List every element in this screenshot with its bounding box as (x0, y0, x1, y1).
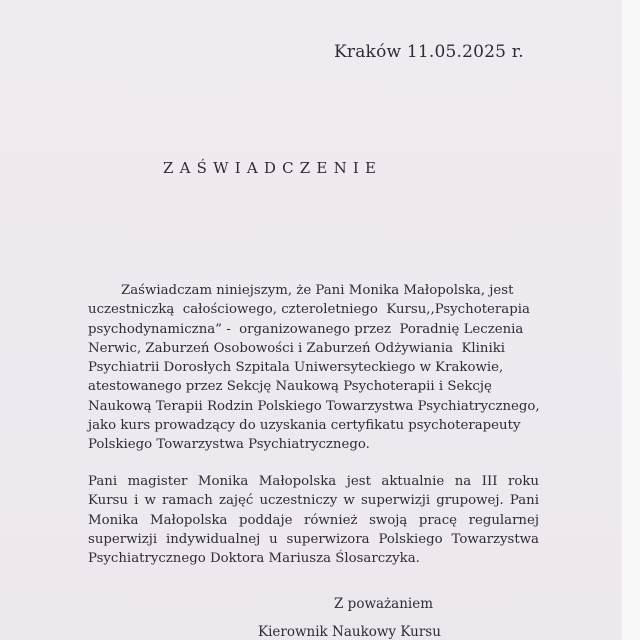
signatory-title: Kierownik Naukowy Kursu (258, 624, 441, 640)
place-and-date: Kraków 11.05.2025 r. (334, 42, 524, 62)
paragraph-line: Psychiatrii Dorosłych Szpitala Uniwersyteckiego w Krakowie, (88, 360, 504, 376)
paragraph-line: Monika Małopolska poddaje również swoją pracę regularnej (88, 512, 539, 528)
paragraph-line: uczestniczką całościowego, czteroletniego Kursu,,Psychoterapia (88, 302, 530, 318)
document-title: ZAŚWIADCZENIE (163, 159, 383, 177)
paragraph-line: Nerwic, Zaburzeń Osobowości i Zaburzeń Odżywiania Kliniki (88, 340, 506, 356)
paragraph-line: Zaświadczam niniejszym, że Pani Monika Małopolska, jest (121, 283, 514, 298)
paragraph-line: psychodynamiczna” - organizowanego przez Poradnię Leczenia (88, 321, 524, 337)
scan-edge (622, 0, 640, 640)
paragraph-status (88, 472, 539, 568)
paragraph-line: Pani magister Monika Małopolska jest aktualnie na III roku (88, 474, 539, 489)
paragraph-line: Polskiego Towarzystwa Psychiatrycznego. (88, 437, 370, 453)
paragraph-certification (88, 281, 539, 455)
closing-salutation: Z poważaniem (334, 596, 434, 612)
paragraph-line: jako kurs prowadzący do uzyskania certyfikatu psychoterapeuty (88, 418, 521, 434)
paragraph-line: superwizji indywidualnej u superwizora Polskiego Towarzystwa (88, 531, 539, 547)
paragraph-line: Naukową Terapii Rodzin Polskiego Towarzystwa Psychiatrycznego, (88, 398, 540, 414)
paragraph-line: Kursu i w ramach zajęć uczestniczy w superwizji grupowej. Pani (88, 493, 539, 509)
paragraph-line: Psychiatrycznego Doktora Mariusza Ślosarczyka. (88, 551, 420, 567)
paragraph-line: atestowanego przez Sekcję Naukową Psychoterapii i Sekcję (88, 379, 492, 395)
